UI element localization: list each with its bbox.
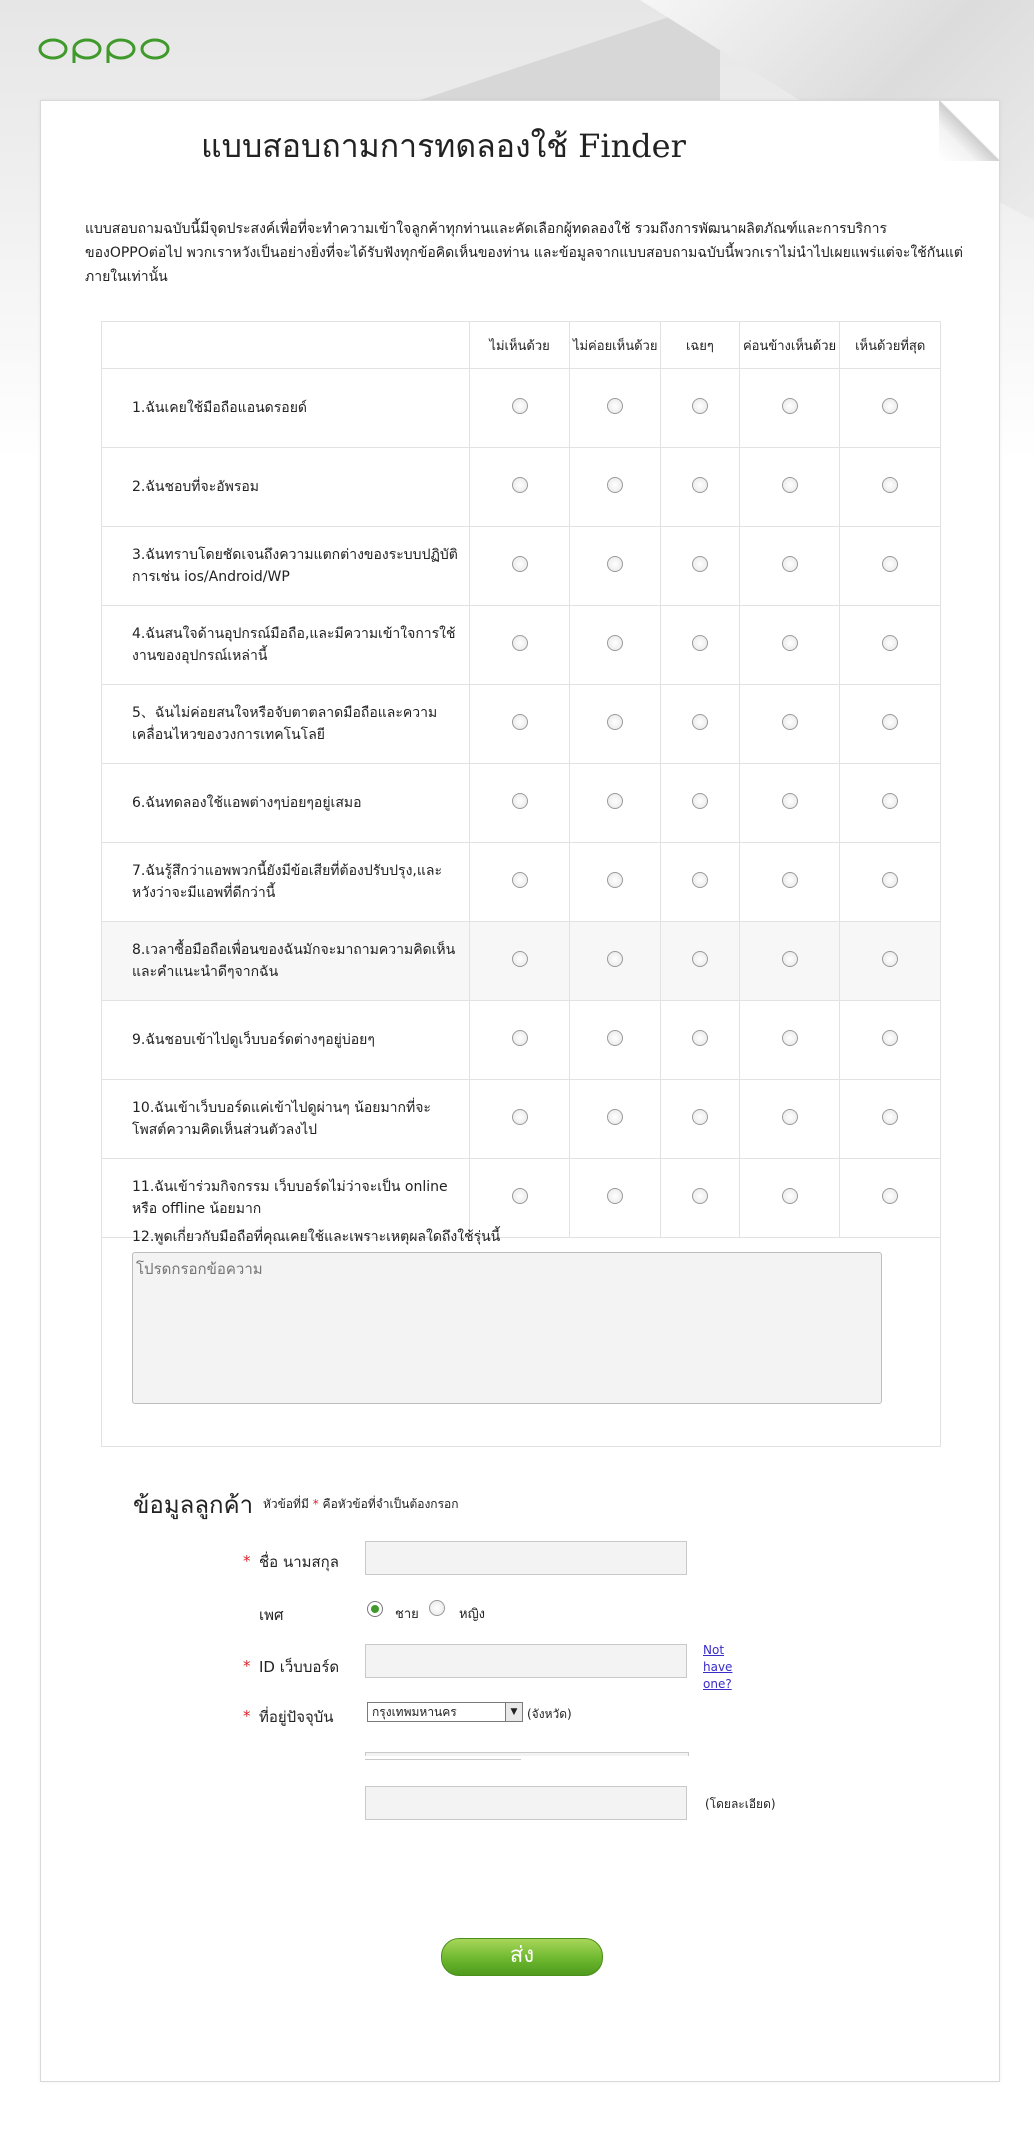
answer-cell bbox=[469, 685, 570, 764]
answer-cell bbox=[739, 764, 840, 843]
answer-radio[interactable] bbox=[782, 635, 798, 651]
answer-radio[interactable] bbox=[882, 398, 898, 414]
answer-cell bbox=[739, 843, 840, 922]
answer-radio[interactable] bbox=[512, 477, 528, 493]
answer-cell bbox=[739, 922, 840, 1001]
question-text: 9.ฉันชอบเข้าไปดูเว็บบอร์ดต่างๆอยู่บ่อยๆ bbox=[102, 1001, 470, 1080]
answer-cell bbox=[661, 764, 740, 843]
answer-cell bbox=[661, 606, 740, 685]
address-detail-suffix: (โดยละเอียด) bbox=[705, 1797, 776, 1811]
header-question bbox=[102, 322, 470, 369]
answer-radio[interactable] bbox=[692, 1188, 708, 1204]
answer-cell bbox=[661, 527, 740, 606]
question-text: 4.ฉันสนใจด้านอุปกรณ์มือถือ,และมีความเข้าใจการใช้งานของอุปกรณ์เหล่านี้ bbox=[102, 606, 470, 685]
gender-female-radio[interactable] bbox=[429, 1600, 445, 1616]
answer-cell bbox=[469, 527, 570, 606]
answer-radio[interactable] bbox=[692, 1109, 708, 1125]
forum-id-input[interactable] bbox=[365, 1644, 687, 1678]
answer-radio[interactable] bbox=[782, 477, 798, 493]
answer-cell bbox=[840, 369, 941, 448]
answer-radio[interactable] bbox=[512, 635, 528, 651]
answer-cell bbox=[661, 1001, 740, 1080]
answer-radio[interactable] bbox=[882, 1109, 898, 1125]
page-curl bbox=[939, 101, 999, 161]
answer-cell bbox=[570, 606, 661, 685]
no-account-link[interactable]: Not have one? bbox=[703, 1643, 733, 1691]
answer-radio[interactable] bbox=[782, 793, 798, 809]
answer-radio[interactable] bbox=[882, 793, 898, 809]
answer-cell bbox=[661, 448, 740, 527]
question-12-label: 12.พูดเกี่ยวกับมือถือที่คุณเคยใช้และเพราะเหตุผลใดถึงใช้รุ่นนี้ bbox=[132, 1229, 501, 1245]
question-text: 3.ฉันทราบโดยชัดเจนถึงความแตกต่างของระบบปฏิบัติการเช่น ios/Android/WP bbox=[102, 527, 470, 606]
answer-cell bbox=[469, 1001, 570, 1080]
required-star: * bbox=[243, 1657, 251, 1675]
answer-cell bbox=[739, 1080, 840, 1159]
answer-cell bbox=[661, 843, 740, 922]
question-text: 10.ฉันเข้าเว็บบอร์ดแค่เข้าไปดูผ่านๆ น้อยมากที่จะโพสต์ความคิดเห็นส่วนตัวลงไป bbox=[102, 1080, 470, 1159]
answer-cell bbox=[469, 843, 570, 922]
answer-radio[interactable] bbox=[782, 556, 798, 572]
question-row bbox=[102, 922, 941, 1001]
question-row bbox=[102, 527, 941, 606]
answer-radio[interactable] bbox=[882, 872, 898, 888]
answer-radio[interactable] bbox=[692, 556, 708, 572]
oppo-logo bbox=[38, 36, 172, 64]
answer-radio[interactable] bbox=[607, 714, 623, 730]
province-select-value: กรุงเทพมหานคร bbox=[372, 1705, 457, 1719]
answer-radio[interactable] bbox=[692, 1030, 708, 1046]
answer-radio[interactable] bbox=[692, 635, 708, 651]
answer-cell bbox=[739, 606, 840, 685]
required-note-pre: หัวข้อที่มี bbox=[263, 1497, 309, 1511]
answer-cell bbox=[840, 685, 941, 764]
question-text: 11.ฉันเข้าร่วมกิจกรรม เว็บบอร์ดไม่ว่าจะเป็น online หรือ offline น้อยมาก bbox=[102, 1159, 470, 1238]
question-text: 2.ฉันชอบที่จะอัพรอม bbox=[102, 448, 470, 527]
district-select[interactable] bbox=[365, 1752, 689, 1756]
page-title: แบบสอบถามการทดลองใช้ Finder bbox=[201, 127, 686, 165]
answer-radio[interactable] bbox=[512, 398, 528, 414]
district-select-edge bbox=[365, 1759, 521, 1760]
answer-radio[interactable] bbox=[692, 714, 708, 730]
answer-radio[interactable] bbox=[782, 1030, 798, 1046]
answer-radio[interactable] bbox=[882, 1030, 898, 1046]
answer-radio[interactable] bbox=[692, 951, 708, 967]
question-12-textarea[interactable] bbox=[132, 1252, 882, 1404]
required-note bbox=[263, 1495, 458, 1514]
answer-radio[interactable] bbox=[782, 872, 798, 888]
answer-cell bbox=[739, 527, 840, 606]
answer-cell bbox=[570, 843, 661, 922]
answer-cell bbox=[840, 606, 941, 685]
survey-card bbox=[40, 100, 1000, 2082]
answer-radio[interactable] bbox=[512, 1188, 528, 1204]
gender-male-radio[interactable] bbox=[367, 1601, 383, 1617]
submit-button[interactable]: ส่ง bbox=[441, 1938, 603, 1976]
answer-radio[interactable] bbox=[512, 1030, 528, 1046]
province-select[interactable] bbox=[367, 1702, 523, 1722]
answer-radio[interactable] bbox=[607, 1188, 623, 1204]
question-12 bbox=[101, 1214, 941, 1447]
gender-male-label: ชาย bbox=[395, 1607, 419, 1622]
answer-cell bbox=[570, 448, 661, 527]
answer-cell bbox=[469, 448, 570, 527]
gender-label: เพศ bbox=[259, 1606, 284, 1624]
answer-radio[interactable] bbox=[782, 398, 798, 414]
answer-radio[interactable] bbox=[607, 398, 623, 414]
question-text: 7.ฉันรู้สึกว่าแอพพวกนี้ยังมีข้อเสียที่ต้องปรับปรุง,และหวังว่าจะมีแอพที่ดีกว่านี้ bbox=[102, 843, 470, 922]
answer-cell bbox=[469, 369, 570, 448]
answer-cell bbox=[570, 922, 661, 1001]
chevron-down-icon[interactable]: ▼ bbox=[505, 1703, 522, 1721]
answer-cell bbox=[840, 922, 941, 1001]
answer-cell bbox=[739, 685, 840, 764]
answer-radio[interactable] bbox=[692, 477, 708, 493]
answer-radio[interactable] bbox=[882, 556, 898, 572]
answer-radio[interactable] bbox=[607, 1030, 623, 1046]
answer-radio[interactable] bbox=[782, 1188, 798, 1204]
answer-radio[interactable] bbox=[692, 398, 708, 414]
answer-cell bbox=[570, 369, 661, 448]
address-detail-input[interactable] bbox=[365, 1786, 687, 1820]
answer-radio[interactable] bbox=[782, 951, 798, 967]
answer-cell bbox=[570, 1001, 661, 1080]
answer-radio[interactable] bbox=[607, 635, 623, 651]
question-text: 1.ฉันเคยใช้มือถือแอนดรอยด์ bbox=[102, 369, 470, 448]
question-row bbox=[102, 606, 941, 685]
intro-text: แบบสอบถามฉบับนี้มีจุดประสงค์เพื่อที่จะทำความเข้าใจลูกค้าทุกท่านและคัดเลือกผู้ทดลองใช้ รวมถึงการพัฒนาผลิตภัณฑ์และการบริการของOPPOต่อไป พวกเราหวังเป็นอย่างยิ่งที่จะได้รับฟังทุกข้อคิดเห็นของท่าน และข้อมูลจากแบบสอบถามฉบับนี้พวกเราไม่นำไปเผยแพร่แต่จะใช้กันแต่ภายในเท่านั้น bbox=[85, 221, 963, 285]
answer-cell bbox=[570, 685, 661, 764]
answer-cell bbox=[739, 448, 840, 527]
header-scale-2: ไม่ค่อยเห็นด้วย bbox=[570, 322, 661, 369]
answer-cell bbox=[661, 922, 740, 1001]
name-label: ชื่อ นามสกุล bbox=[259, 1553, 339, 1571]
answer-radio[interactable] bbox=[607, 1109, 623, 1125]
answer-cell bbox=[570, 527, 661, 606]
answer-cell bbox=[469, 606, 570, 685]
required-star: * bbox=[243, 1552, 251, 1570]
question-row bbox=[102, 843, 941, 922]
question-row bbox=[102, 1080, 941, 1159]
name-input[interactable] bbox=[365, 1541, 687, 1575]
answer-radio[interactable] bbox=[512, 1109, 528, 1125]
survey-table bbox=[101, 321, 941, 1238]
question-text: 8.เวลาซื้อมือถือเพื่อนของฉันมักจะมาถามความคิดเห็นและคำแนะนำดีๆจากฉัน bbox=[102, 922, 470, 1001]
answer-radio[interactable] bbox=[512, 872, 528, 888]
answer-radio[interactable] bbox=[512, 714, 528, 730]
answer-cell bbox=[570, 1080, 661, 1159]
answer-cell bbox=[840, 448, 941, 527]
answer-cell bbox=[570, 764, 661, 843]
answer-cell bbox=[469, 764, 570, 843]
answer-cell bbox=[661, 369, 740, 448]
answer-cell bbox=[840, 1080, 941, 1159]
answer-radio[interactable] bbox=[882, 477, 898, 493]
answer-cell bbox=[661, 1080, 740, 1159]
question-row bbox=[102, 685, 941, 764]
forum-id-label: ID เว็บบอร์ด bbox=[259, 1658, 340, 1676]
table-header-row bbox=[102, 322, 941, 369]
gender-female-label: หญิง bbox=[459, 1607, 485, 1622]
answer-radio[interactable] bbox=[882, 1188, 898, 1204]
answer-radio[interactable] bbox=[607, 477, 623, 493]
answer-cell bbox=[469, 1080, 570, 1159]
answer-radio[interactable] bbox=[882, 951, 898, 967]
answer-cell bbox=[739, 369, 840, 448]
header-scale-4: ค่อนข้างเห็นด้วย bbox=[739, 322, 840, 369]
answer-radio[interactable] bbox=[607, 793, 623, 809]
answer-radio[interactable] bbox=[782, 714, 798, 730]
address-label: ที่อยู่ปัจจุบัน bbox=[259, 1708, 334, 1726]
question-row bbox=[102, 764, 941, 843]
question-row bbox=[102, 448, 941, 527]
province-suffix: (จังหวัด) bbox=[527, 1707, 572, 1721]
question-row bbox=[102, 1001, 941, 1080]
header-scale-1: ไม่เห็นด้วย bbox=[469, 322, 570, 369]
answer-cell bbox=[840, 764, 941, 843]
answer-cell bbox=[469, 922, 570, 1001]
answer-cell bbox=[840, 1001, 941, 1080]
answer-cell bbox=[661, 685, 740, 764]
answer-cell bbox=[840, 527, 941, 606]
answer-radio[interactable] bbox=[607, 872, 623, 888]
answer-radio[interactable] bbox=[882, 635, 898, 651]
required-star: * bbox=[243, 1707, 251, 1725]
question-row bbox=[102, 369, 941, 448]
answer-radio[interactable] bbox=[782, 1109, 798, 1125]
header-scale-5: เห็นด้วยที่สุด bbox=[840, 322, 941, 369]
answer-radio[interactable] bbox=[692, 872, 708, 888]
required-star: * bbox=[312, 1497, 319, 1511]
answer-radio[interactable] bbox=[882, 714, 898, 730]
customer-section-title: ข้อมูลลูกค้า bbox=[133, 1491, 254, 1519]
required-note-post: คือหัวข้อที่จำเป็นต้องกรอก bbox=[322, 1497, 459, 1511]
header-scale-3: เฉยๆ bbox=[661, 322, 740, 369]
answer-cell bbox=[739, 1001, 840, 1080]
question-text: 5、ฉันไม่ค่อยสนใจหรือจับตาตลาดมือถือและความเคลื่อนไหวของวงการเทคโนโลยี bbox=[102, 685, 470, 764]
answer-radio[interactable] bbox=[512, 951, 528, 967]
answer-radio[interactable] bbox=[512, 793, 528, 809]
answer-radio[interactable] bbox=[607, 951, 623, 967]
question-text: 6.ฉันทดลองใช้แอพต่างๆบ่อยๆอยู่เสมอ bbox=[102, 764, 470, 843]
answer-radio[interactable] bbox=[512, 556, 528, 572]
answer-radio[interactable] bbox=[607, 556, 623, 572]
answer-radio[interactable] bbox=[692, 793, 708, 809]
radio-dot bbox=[371, 1605, 379, 1613]
answer-cell bbox=[840, 843, 941, 922]
